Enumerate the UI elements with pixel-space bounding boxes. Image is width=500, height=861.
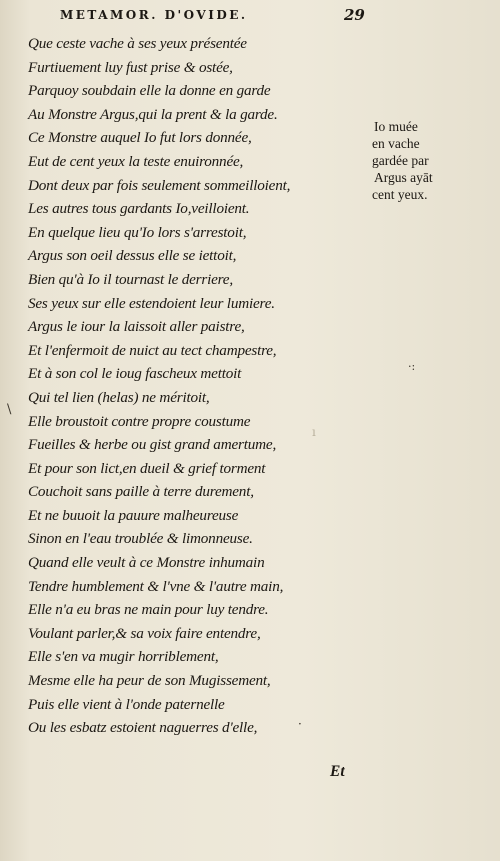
verse-line: Ses yeux sur elle estendoient leur lumiere. <box>28 294 275 312</box>
verse-line: Argus son oeil dessus elle se iettoit, <box>28 247 237 265</box>
verse-line: Et à son col le ioug fascheux mettoit <box>28 365 242 383</box>
verse-line: Que ceste vache à ses yeux présentée <box>28 35 247 52</box>
verse-line: Argus le iour la laissoit aller paistre, <box>28 318 245 336</box>
catchword: Et <box>330 763 345 780</box>
running-title: METAMOR. D'OVIDE. <box>60 8 248 22</box>
verse-line: Couchoit sans paille à terre durement, <box>28 483 254 501</box>
verse-line: Les autres tous gardants Io,veilloient. <box>28 200 250 218</box>
page-number: 29 <box>344 6 365 24</box>
margin-note-line: en vache <box>372 136 420 151</box>
verse-line: Ce Monstre auquel Io fut lors donnée, <box>28 129 252 147</box>
verse-line: Elle s'en va mugir horriblement, <box>28 648 219 666</box>
verse-line: Et pour son lict,en dueil & grief torment <box>28 459 266 477</box>
verse-line: Fueilles & herbe ou gist grand amertume, <box>28 436 277 454</box>
verse-line: Et ne buuoit la pauure malheureuse <box>28 506 239 524</box>
verse-line: Furtiuement luy fust prise & ostée, <box>28 58 233 76</box>
ink-speck-icon: · <box>298 717 302 731</box>
verse-line: Puis elle vient à l'onde paternelle <box>28 695 225 713</box>
verse-line: Eut de cent yeux la teste enuironnée, <box>28 152 244 170</box>
margin-note-line: Io muée <box>374 119 418 134</box>
verse-text <box>28 32 368 740</box>
verse-line: En quelque lieu qu'Io lors s'arrestoit, <box>28 223 247 241</box>
verse-line: Qui tel lien (helas) ne méritoit, <box>28 388 210 406</box>
verse-line: Voulant parler,& sa voix faire entendre, <box>28 624 261 642</box>
ink-speck-icon: ı <box>312 425 316 439</box>
hand-mark-icon: \ <box>7 402 12 417</box>
verse-line: Et l'enfermoit de nuict au tect champestre, <box>28 341 277 359</box>
verse-line: Elle broustoit contre propre coustume <box>28 412 251 430</box>
verse-line: Parquoy soubdain elle la donne en garde <box>28 82 271 100</box>
verse-line: Mesme elle ha peur de son Mugissement, <box>28 672 271 690</box>
verse-line: Au Monstre Argus,qui la prent & la garde. <box>28 105 278 123</box>
verse-line: Quand elle veult à ce Monstre inhumain <box>28 554 265 572</box>
margin-note <box>372 118 462 203</box>
verse-line: Dont deux par fois seulement sommeilloient, <box>28 176 291 194</box>
verse-line: Bien qu'à Io il tournast le derriere, <box>28 270 233 288</box>
margin-note-line: Argus ayāt <box>374 170 433 185</box>
margin-note-line: gardée par <box>372 153 429 168</box>
margin-note-line: cent yeux. <box>372 187 428 202</box>
verse-line: Sinon en l'eau troublée & limonneuse. <box>28 530 253 548</box>
verse-line: Elle n'a eu bras ne main pour luy tendre. <box>28 601 269 619</box>
verse-line: Ou les esbatz estoient naguerres d'elle, <box>28 719 258 737</box>
ink-speck-icon: ·: <box>408 360 416 373</box>
verse-line: Tendre humblement & l'vne & l'autre main, <box>28 577 284 595</box>
